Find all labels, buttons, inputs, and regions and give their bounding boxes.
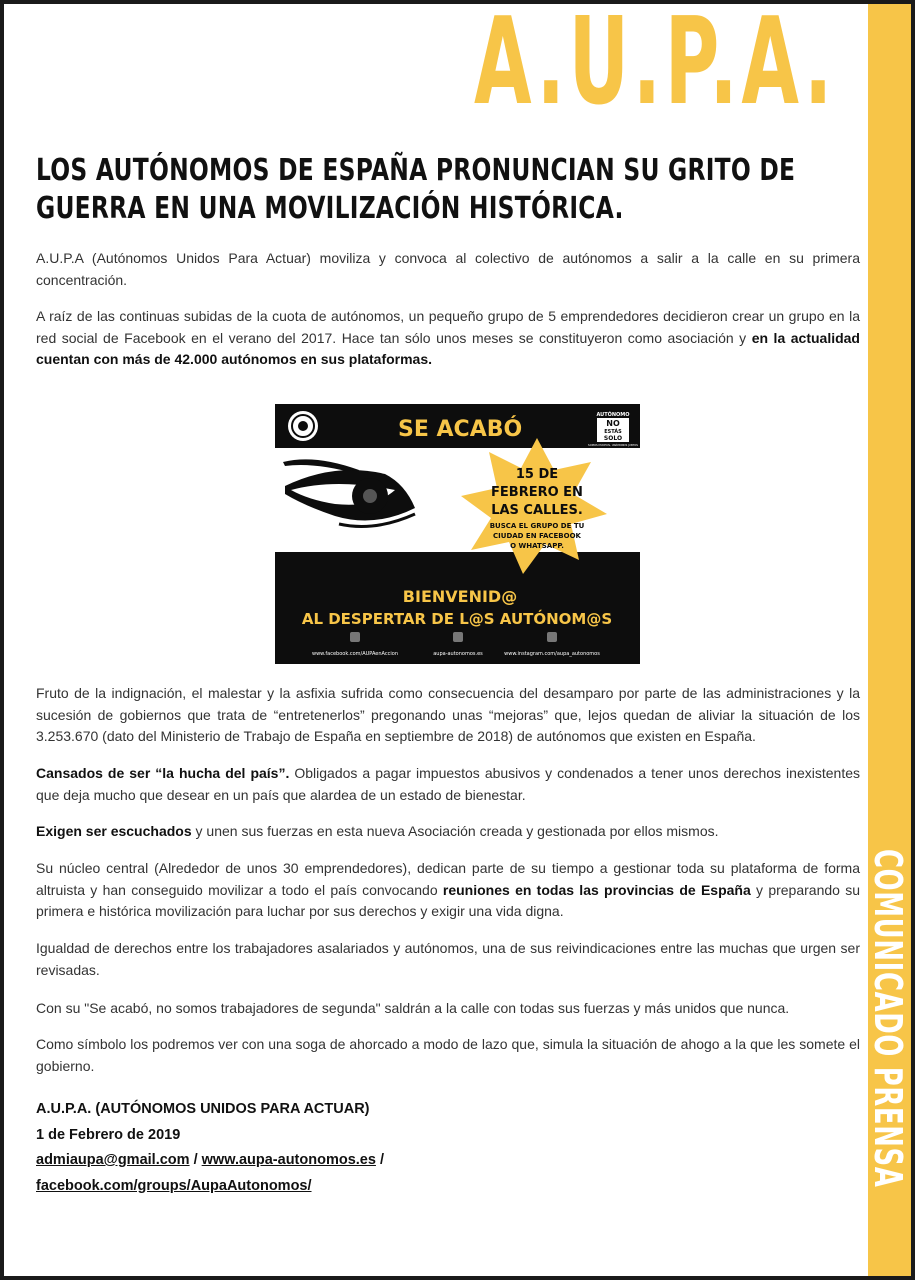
poster-badge-bottom: SOMOS MUCHOS, UNÁMONOS JUNTOS xyxy=(588,444,638,447)
web-icon xyxy=(453,632,463,642)
signature-contacts xyxy=(36,1148,384,1174)
side-label-text: COMUNICADO PRENSA xyxy=(866,849,910,1188)
paragraph-symbol: Como símbolo los podremos ver con una soga de ahorcado a modo de lazo que, simula la situación de ahogo a la que les somete el gobierno. xyxy=(36,1036,860,1074)
poster-top-text: SE ACABÓ xyxy=(398,417,523,442)
poster-star-line2: FEBRERO EN xyxy=(491,485,583,500)
side-label xyxy=(866,849,910,1229)
poster-link-instagram: www.instagram.com/aupa_autonomos xyxy=(504,651,600,657)
page-title: LOS AUTÓNOMOS DE ESPAÑA PRONUNCIAN SU GRITO DE GUERRA EN UNA MOVILIZACIÓN HISTÓRICA. xyxy=(36,153,796,226)
poster-star-line3: LAS CALLES. xyxy=(491,503,583,518)
paragraph-indignation: Fruto de la indignación, el malestar y la asfixia sufrida como consecuencia del desamparo por parte de las administraciones y la sucesión de gobiernos que trata de “entretenerlos” pregonando unas “mejoras” que, lejos quedan de aliviar la situación de los 3.253.670 (dato del Ministerio de Trabajo de España en septiembre de 2018) de autónomos que existen en España. xyxy=(36,685,860,744)
signature-block xyxy=(36,1097,384,1199)
aupa-logo-text: A.U.P.A. xyxy=(474,4,837,128)
paragraph-slogan: Con su "Se acabó, no somos trabajadores de segunda" saldrán a la calle con todas sus fuerzas y más unidos que nunca. xyxy=(36,1000,790,1016)
poster-link-web: aupa-autonomos.es xyxy=(433,651,483,657)
email-link[interactable]: admiaupa@gmail.com xyxy=(36,1152,190,1168)
paragraph-origin-highlight: en la actualidad cuentan con más de 42.000 autónomos en sus plataformas. xyxy=(36,329,860,367)
paragraph-tired-text: Obligados a pagar impuestos abusivos y condenados a tener unos derechos inexistentes que deja mucho que desear en un país que alardea de un estado de bienestar. xyxy=(36,765,860,803)
website-link[interactable]: www.aupa-autonomos.es xyxy=(201,1152,376,1168)
event-poster-graphic xyxy=(275,404,640,664)
paragraph-demand xyxy=(36,821,860,843)
separator: / xyxy=(375,1152,384,1168)
poster-badge-top: AUTÓNOMO xyxy=(596,412,630,418)
poster-star-small3: O WHATSAPP. xyxy=(510,542,564,550)
instagram-icon xyxy=(547,632,557,642)
facebook-group-link[interactable]: facebook.com/groups/AupaAutonomos/ xyxy=(36,1177,312,1194)
paragraph-origin-text: A raíz de las continuas subidas de la cuota de autónomos, un pequeño grupo de 5 emprendedores decidieron crear un grupo en la red social de Facebook en el verano del 2017. Hace tan sólo unos meses se constituyeron como asociación y xyxy=(36,308,860,346)
poster-bottom-line1: BIENVENID@ xyxy=(402,587,518,606)
paragraph-demand-text: y unen sus fuerzas en esta nueva Asociación creada y gestionada por ellos mismos. xyxy=(191,823,719,839)
separator: / xyxy=(189,1152,202,1168)
signature-org: A.U.P.A. (AUTÓNOMOS UNIDOS PARA ACTUAR) xyxy=(36,1101,370,1117)
poster-star-small2: CIUDAD EN FACEBOOK xyxy=(493,532,581,540)
poster-bottom-line2: AL DESPERTAR DE L@S AUTÓNOM@S xyxy=(301,610,613,628)
paragraph-core-team-text: Su núcleo central (Alrededor de unos 30 emprendedores), dedican parte de su tiempo a gestionar toda su plataforma de forma altruista y han conseguido movilizar a todo el país convocando xyxy=(36,860,860,898)
paragraph-tired-highlight: Cansados de ser “la hucha del país”. xyxy=(36,765,290,781)
poster-star-small1: BUSCA EL GRUPO DE TU xyxy=(489,522,585,530)
poster-link-facebook: www.facebook.com/AUPAenAccion xyxy=(312,651,398,657)
paragraph-core-team xyxy=(36,858,860,923)
paragraph-intro: A.U.P.A (Autónomos Unidos Para Actuar) moviliza y convoca al colectivo de autónomos a salir a la calle en su primera concentración. xyxy=(36,250,860,288)
poster-badge-mid: ESTÁS xyxy=(604,429,622,435)
paragraph-equality: Igualdad de derechos entre los trabajadores asalariados y autónomos, una de sus reivindicaciones entre las muchas que urgen ser revisadas. xyxy=(36,940,860,978)
poster-badge-no: NO xyxy=(606,419,620,428)
event-poster xyxy=(275,404,640,664)
paragraph-origin xyxy=(36,306,860,371)
facebook-icon xyxy=(350,632,360,642)
poster-star-line1: 15 DE xyxy=(515,467,559,482)
paragraph-core-team-text-end: y preparando su primera e histórica movilización para luchar por sus derechos y exigir una vida digna. xyxy=(36,881,860,919)
press-release-page xyxy=(4,4,911,1276)
signature-date: 1 de Febrero de 2019 xyxy=(36,1126,181,1143)
paragraph-demand-highlight: Exigen ser escuchados xyxy=(36,823,192,839)
aupa-logo xyxy=(474,4,894,128)
paragraph-core-team-highlight: reuniones en todas las provincias de España xyxy=(442,881,751,898)
paragraph-tired xyxy=(36,763,860,806)
poster-badge-solo: SOLO xyxy=(603,435,623,442)
